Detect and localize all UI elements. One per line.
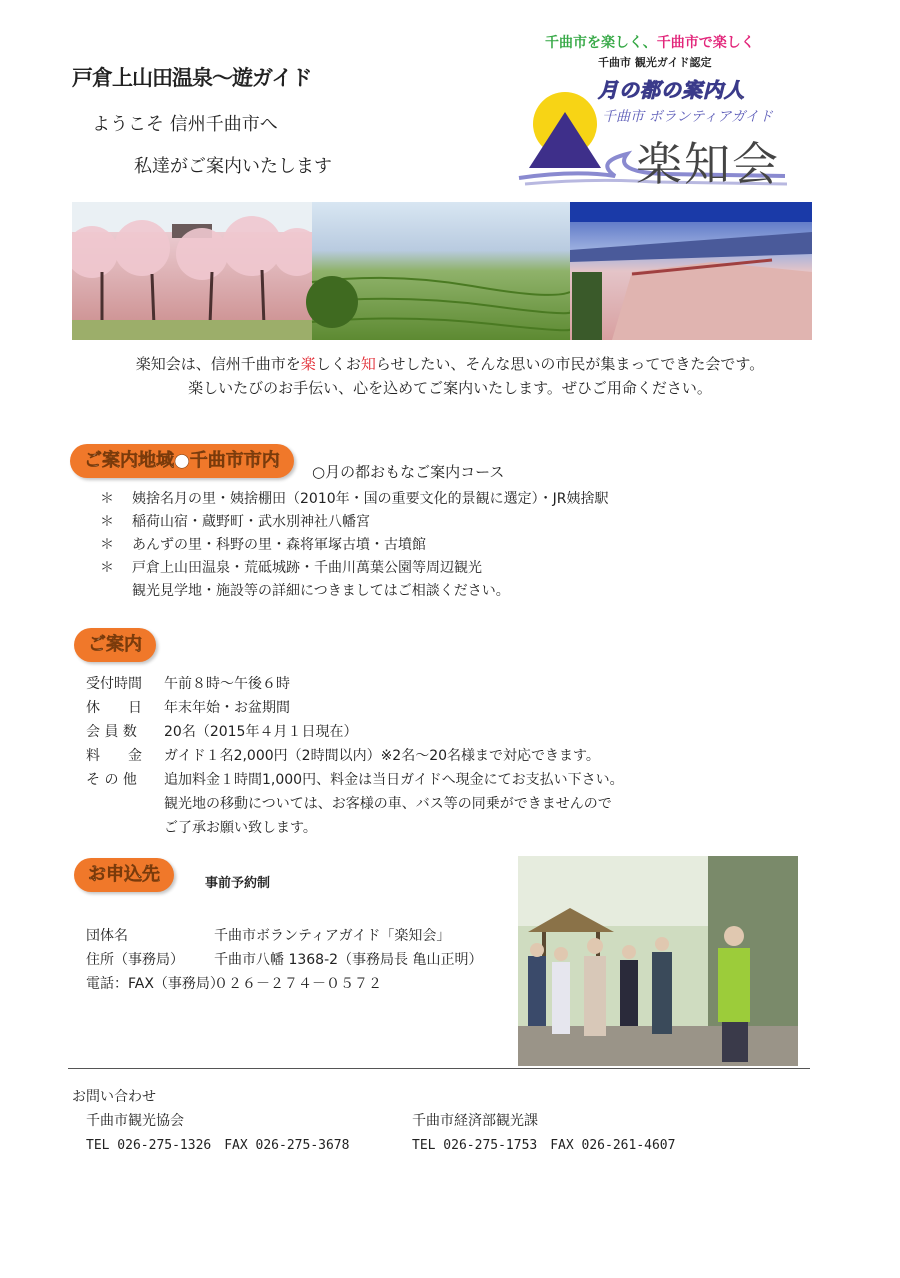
- course-note-text: 観光見学地・施設等の詳細につきましてはご相談ください。: [132, 583, 510, 599]
- info-label: そ の 他: [86, 772, 137, 788]
- contact-label: 団体名: [86, 928, 128, 944]
- logo-guide-title: 月の都の案内人: [598, 78, 745, 102]
- intro-text: [80, 352, 820, 400]
- contact-row: [86, 972, 483, 996]
- info-label: 休 日: [86, 700, 142, 716]
- course-item: 姨捨名月の里・姨捨棚田（2010年・国の重要文化的景観に選定）・JR姨捨駅: [132, 491, 609, 507]
- footer-right-org: 千曲市経済部観光課: [412, 1113, 538, 1129]
- course-item: 戸倉上山田温泉・荒砥城跡・千曲川萬葉公園等周辺観光: [132, 560, 482, 576]
- footer-right-tel: TEL 026-275-1753 FAX 026-261-4607: [412, 1138, 676, 1153]
- intro-line-1: [80, 352, 820, 376]
- list-item: [100, 534, 608, 557]
- footer-left-org: 千曲市観光協会: [86, 1113, 184, 1129]
- bullet-icon: ＊: [100, 491, 114, 507]
- page-title: 戸倉上山田温泉〜遊ガイド: [72, 66, 312, 90]
- course-heading: ○月の都おもなご案内コース: [312, 463, 505, 481]
- course-item: あんずの里・科野の里・森将軍塚古墳・古墳館: [132, 537, 426, 553]
- contact-label: 住所（事務局）: [86, 952, 184, 968]
- logo-slogan: [545, 32, 755, 52]
- course-item: 稲荷山宿・蔵野町・武水別神社八幡宮: [132, 514, 370, 530]
- bullet-icon: ＊: [100, 537, 114, 553]
- contact-row: [86, 948, 483, 972]
- contact-value: ０２６－２７４－０５７２: [214, 976, 382, 992]
- info-value: 20名（2015年４月１日現在）: [164, 724, 358, 740]
- list-item: [100, 511, 608, 534]
- intro-highlight-2: 知: [360, 355, 376, 373]
- list-item: [100, 488, 608, 511]
- intro-part1: 楽知会は、信州千曲市を: [135, 355, 301, 373]
- info-label: 料 金: [86, 748, 142, 764]
- info-row: [86, 768, 624, 792]
- guide-badge: ご案内: [74, 628, 156, 662]
- logo-certified: 千曲市 観光ガイド認定: [598, 56, 712, 69]
- info-label: 会 員 数: [86, 724, 137, 740]
- contact-value: 千曲市ボランティアガイド「楽知会」: [214, 928, 451, 944]
- footer-divider: [68, 1068, 810, 1069]
- intro-highlight-1: 楽: [300, 355, 316, 373]
- intro-part3: らせしたい、そんな思いの市民が集まってできた会です。: [375, 355, 765, 373]
- guide-group-photo: [518, 856, 798, 1066]
- list-item: [100, 557, 608, 580]
- ancient-tomb-photo: [570, 202, 812, 340]
- logo-org-name: 楽知会: [636, 137, 780, 191]
- scenery-photos: [72, 202, 812, 340]
- apply-badge: お申込先: [74, 858, 174, 892]
- logo-volunteer: 千曲市 ボランティアガイド: [602, 109, 773, 125]
- apply-contact: [86, 924, 483, 996]
- contact-row: [86, 924, 483, 948]
- logo-slogan-part1: 千曲市を楽しく、: [545, 35, 657, 51]
- info-value: 年末年始・お盆期間: [164, 700, 290, 716]
- info-row: [86, 744, 624, 768]
- intro-part2: しくお: [315, 355, 361, 373]
- info-extra-1: 観光地の移動については、お客様の車、バス等の同乗ができませんので: [164, 796, 612, 812]
- welcome-line-2: 私達がご案内いたします: [134, 156, 332, 177]
- footer-left-tel: TEL 026-275-1326 FAX 026-275-3678: [86, 1138, 350, 1153]
- contact-value: 千曲市八幡 1368-2（事務局長 亀山正明）: [214, 952, 483, 968]
- terraced-rice-field-photo: [306, 202, 571, 340]
- bullet-icon: ＊: [100, 514, 114, 530]
- info-value: 午前８時〜午後６時: [164, 676, 290, 692]
- info-row: [86, 672, 624, 696]
- info-extra-2: ご了承お願い致します。: [164, 820, 317, 836]
- info-row: [86, 720, 624, 744]
- info-value: 追加料金１時間1,000円、料金は当日ガイドへ現金にてお支払い下さい。: [164, 772, 624, 788]
- welcome-line-1: ようこそ 信州千曲市へ: [92, 114, 278, 135]
- logo-slogan-part2: 千曲市で楽しく: [656, 35, 755, 51]
- info-row: [86, 696, 624, 720]
- intro-line-2: 楽しいたびのお手伝い、心を込めてご案内いたします。ぜひご用命ください。: [188, 379, 712, 397]
- apricot-orchard-photo: [72, 202, 321, 340]
- course-list: [100, 488, 608, 603]
- info-value: ガイド１名2,000円（2時間以内）※2名〜20名様まで対応できます。: [164, 748, 600, 764]
- info-label: 受付時間: [86, 676, 142, 692]
- guide-info: [86, 672, 624, 840]
- area-badge: ご案内地域●千曲市市内: [70, 444, 294, 478]
- bullet-icon: ＊: [100, 560, 114, 576]
- course-note: [100, 580, 608, 603]
- contact-label: 電話：FAX（事務局）: [86, 976, 224, 992]
- footer-heading: お問い合わせ: [72, 1089, 156, 1105]
- reservation-note: 事前予約制: [205, 876, 271, 891]
